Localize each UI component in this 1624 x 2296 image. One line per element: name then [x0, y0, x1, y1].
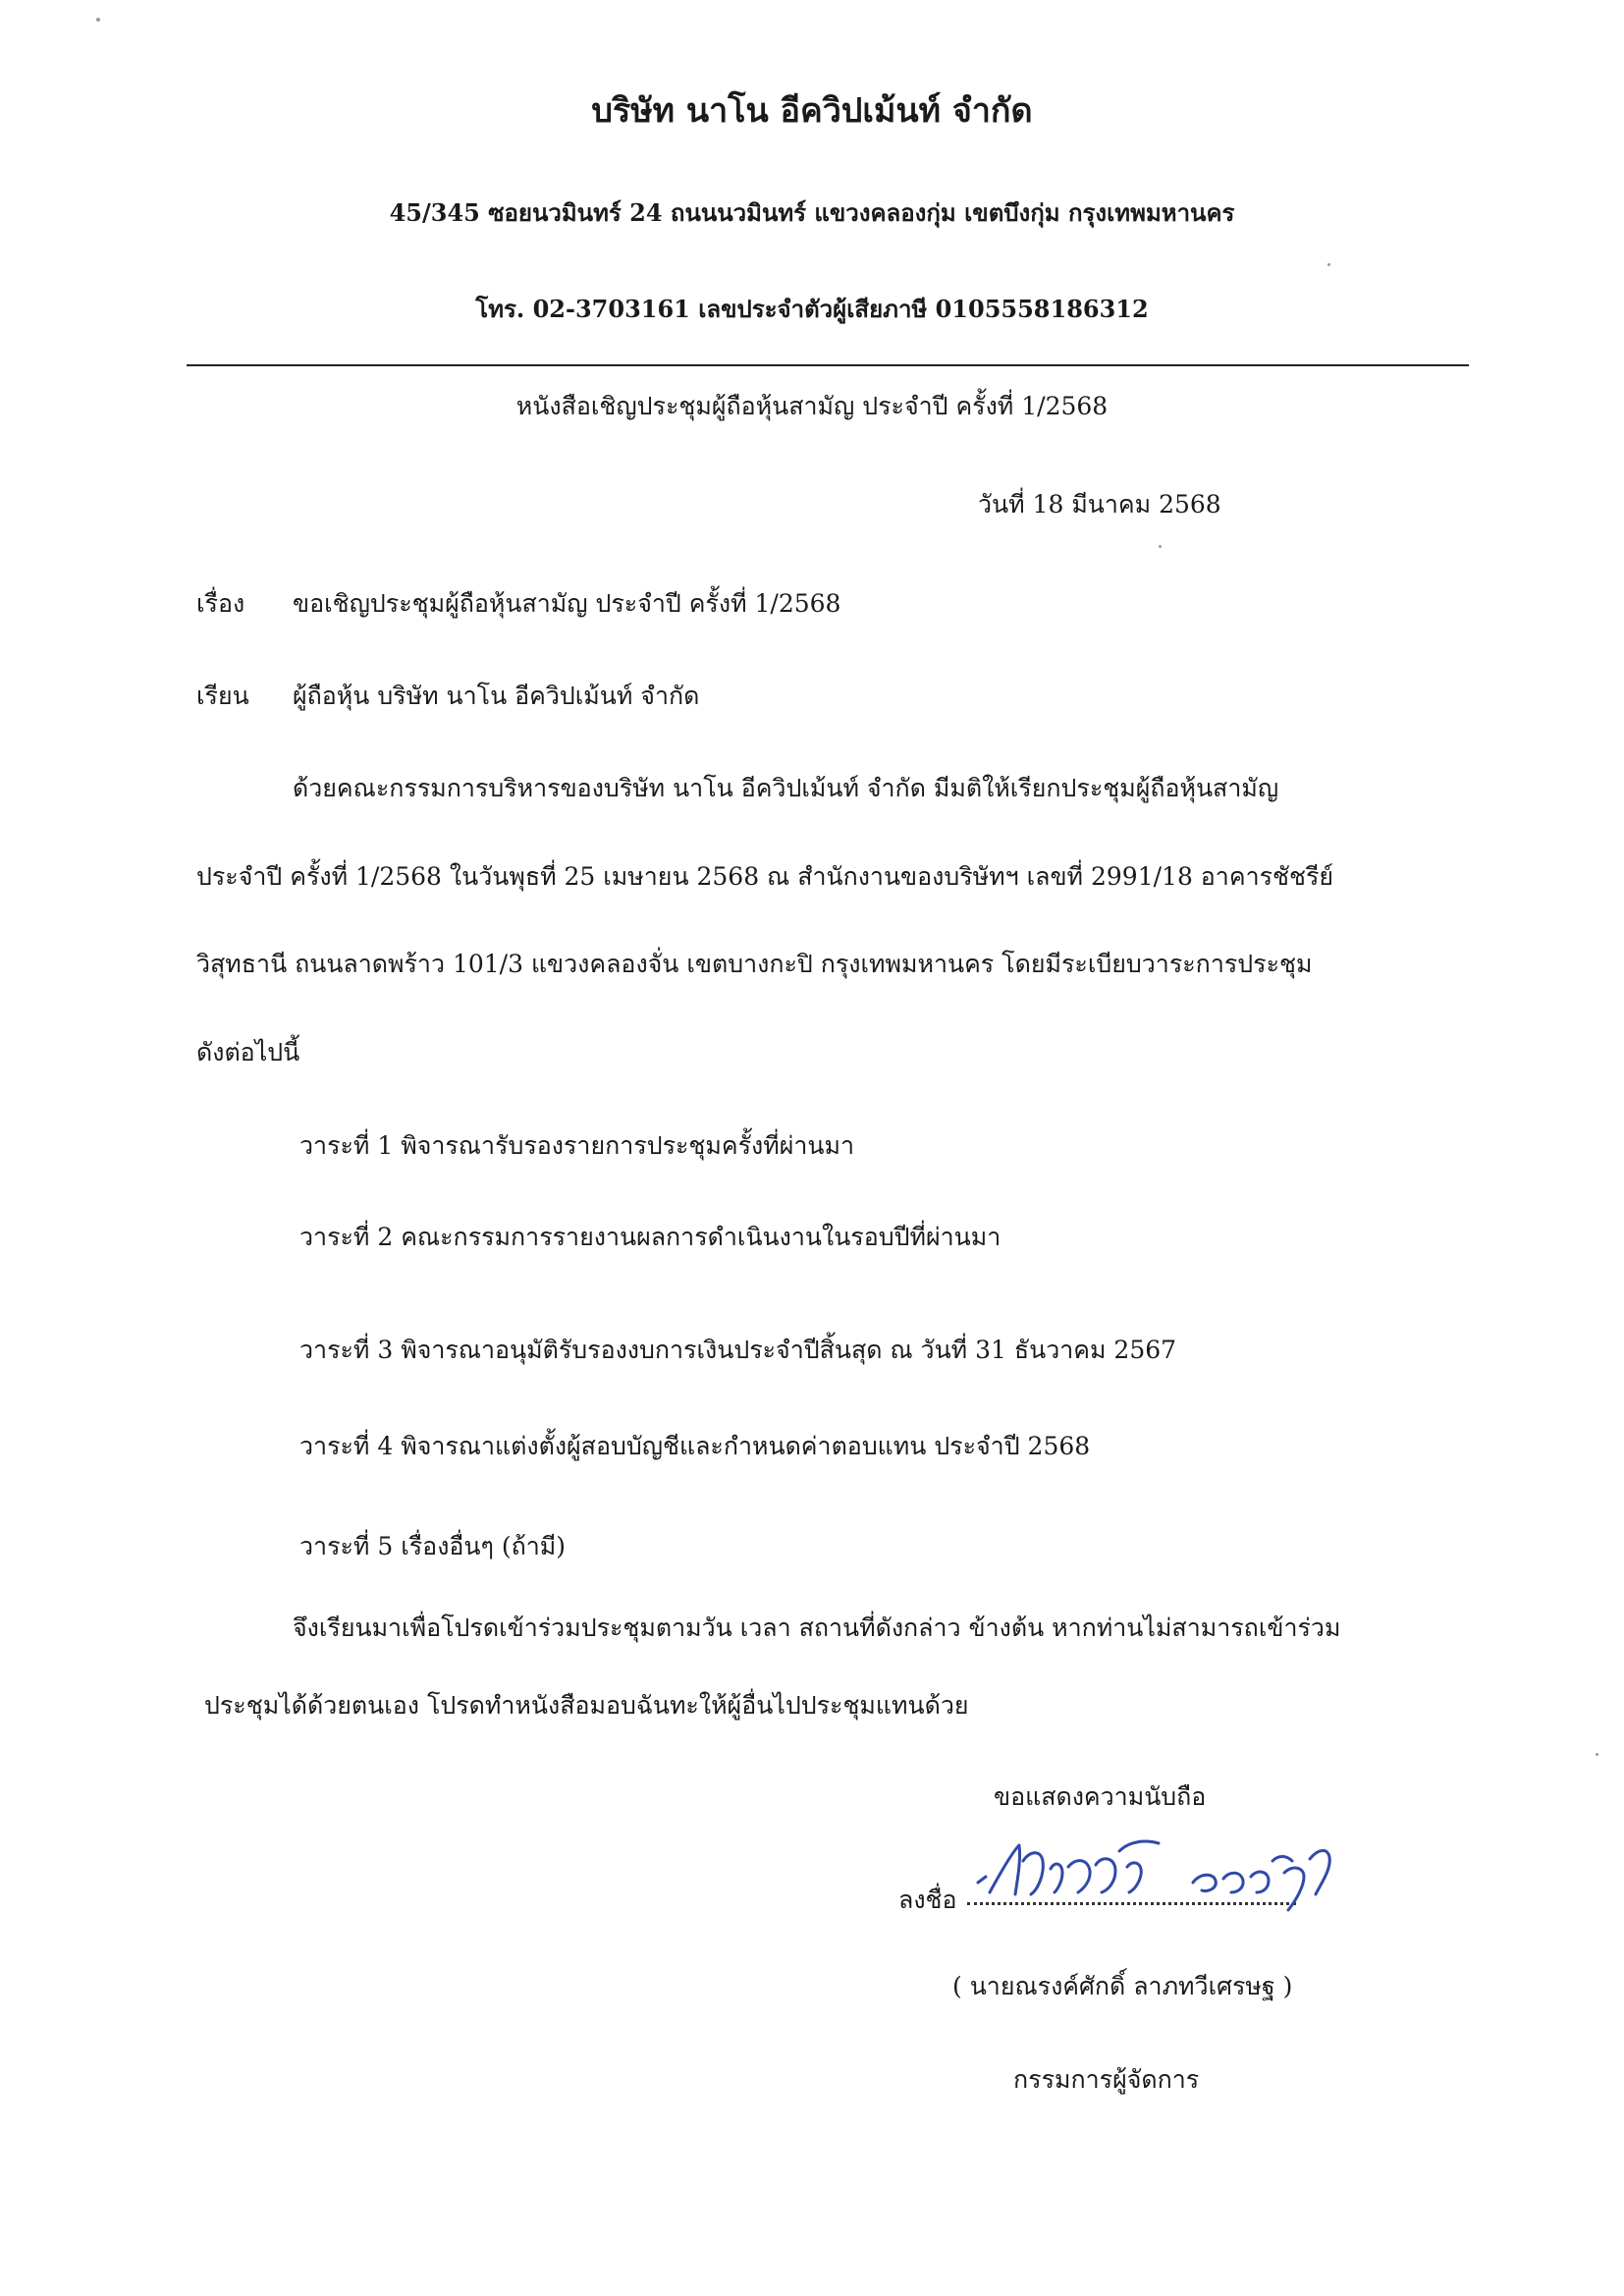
scan-speck — [1596, 1753, 1598, 1756]
body-line: ด้วยคณะกรรมการบริหารของบริษัท นาโน อีควิปเม้นท์ จำกัด มีมติให้เรียกประชุมผู้ถือหุ้นสามัญ — [293, 774, 1279, 802]
header-divider — [187, 364, 1469, 366]
recipient-label: เรียน — [196, 682, 249, 710]
subject-value: ขอเชิญประชุมผู้ถือหุ้นสามัญ ประจำปี ครั้งที่ 1/2568 — [293, 589, 841, 618]
handwritten-signature — [972, 1822, 1365, 1920]
sign-label: ลงชื่อ — [898, 1886, 957, 1914]
company-contact: โทร. 02-3703161 เลขประจำตัวผู้เสียภาษี 0105558186312 — [475, 295, 1149, 323]
scan-speck — [96, 18, 100, 22]
recipient-value: ผู้ถือหุ้น บริษัท นาโน อีควิปเม้นท์ จำกัด — [293, 682, 700, 710]
body-line: ประจำปี ครั้งที่ 1/2568 ในวันพุธที่ 25 เมษายน 2568 ณ สำนักงานของบริษัทฯ เลขที่ 2991/18 อาคารชัชรีย์ — [196, 862, 1334, 891]
body-line: วิสุทธานี ถนนลาดพร้าว 101/3 แขวงคลองจั่น เขตบางกะปิ กรุงเทพมหานคร โดยมีระเบียบวาระการประชุม — [196, 950, 1313, 978]
agenda-item: วาระที่ 1 พิจารณารับรองรายการประชุมครั้งที่ผ่านมา — [299, 1131, 855, 1160]
agenda-item: วาระที่ 3 พิจารณาอนุมัติรับรองงบการเงินประจำปีสิ้นสุด ณ วันที่ 31 ธันวาคม 2567 — [299, 1336, 1177, 1364]
closing-line: จึงเรียนมาเพื่อโปรดเข้าร่วมประชุมตามวัน เวลา สถานที่ดังกล่าว ข้างต้น หากท่านไม่สามารถเข้าร่วม — [293, 1613, 1341, 1642]
subject-label: เรื่อง — [196, 589, 245, 618]
company-address: 45/345 ซอยนวมินทร์ 24 ถนนนวมินทร์ แขวงคลองกุ่ม เขตบึงกุ่ม กรุงเทพมหานคร — [389, 198, 1235, 227]
company-name: บริษัท นาโน อีควิปเม้นท์ จำกัด — [591, 91, 1033, 131]
agenda-item: วาระที่ 5 เรื่องอื่นๆ (ถ้ามี) — [299, 1532, 567, 1560]
notice-title: หนังสือเชิญประชุมผู้ถือหุ้นสามัญ ประจำปี ครั้งที่ 1/2568 — [515, 392, 1109, 420]
regards-text: ขอแสดงความนับถือ — [994, 1782, 1207, 1811]
agenda-item: วาระที่ 4 พิจารณาแต่งตั้งผู้สอบบัญชีและกำหนดค่าตอบแทน ประจำปี 2568 — [299, 1432, 1091, 1460]
closing-line: ประชุมได้ด้วยตนเอง โปรดทำหนังสือมอบฉันทะให้ผู้อื่นไปประชุมแทนด้วย — [204, 1691, 969, 1720]
signer-position: กรรมการผู้จัดการ — [1013, 2065, 1200, 2094]
scan-speck — [1159, 545, 1162, 548]
body-line: ดังต่อไปนี้ — [196, 1038, 300, 1066]
scan-speck — [1327, 263, 1330, 266]
signer-name: ( นายณรงค์ศักดิ์ ลาภทวีเศรษฐ ) — [952, 1972, 1293, 2000]
agenda-item: วาระที่ 2 คณะกรรมการรายงานผลการดำเนินงานในรอบปีที่ผ่านมา — [299, 1223, 1001, 1251]
letter-date: วันที่ 18 มีนาคม 2568 — [978, 490, 1221, 519]
